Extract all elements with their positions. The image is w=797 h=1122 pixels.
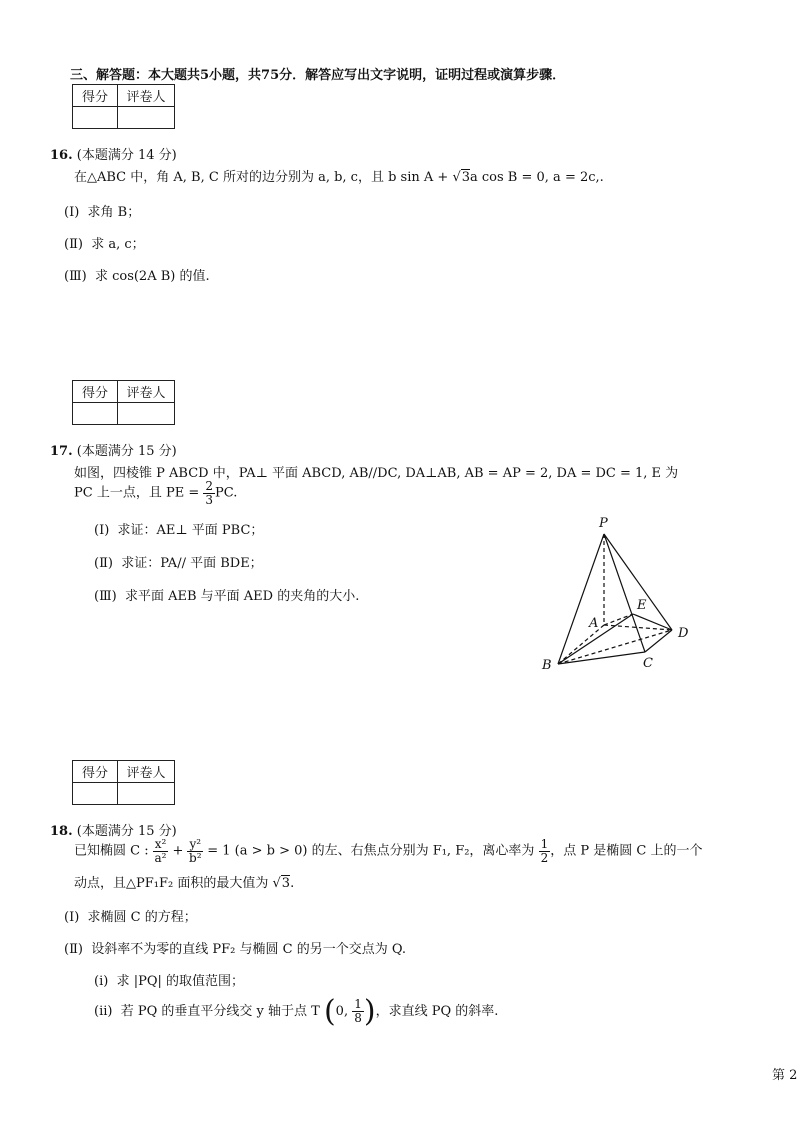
part-label: (Ⅱ) xyxy=(94,556,113,571)
fraction-x xyxy=(153,838,169,864)
part-text: 求 cos(2A B) 的值. xyxy=(94,269,210,284)
q18-stem-a: 已知椭圆 C : xyxy=(74,843,153,859)
q17-number: 17. xyxy=(50,444,73,459)
q18-stem-c: ，点 P 是椭圆 C 上的一个 xyxy=(550,843,703,859)
q18-subpart-1 xyxy=(94,970,244,989)
score-table xyxy=(72,760,175,805)
part-text: 求平面 AEB 与平面 AED 的夹角的大小. xyxy=(124,589,360,604)
q18-number: 18. xyxy=(50,824,73,839)
edge-BC xyxy=(558,652,645,664)
grader-cell xyxy=(118,403,175,425)
part-label: (Ⅱ) xyxy=(64,942,83,957)
part-label: (Ⅰ) xyxy=(94,523,110,538)
part-text: 设斜率不为零的直线 PF₂ 与椭圆 C 的另一个交点为 Q. xyxy=(91,942,406,957)
subpart-text-post: ，求直线 PQ 的斜率. xyxy=(375,1004,499,1019)
label-B: B xyxy=(542,658,552,673)
q18-part-1 xyxy=(64,906,197,925)
score-table xyxy=(72,380,175,425)
edge-BD xyxy=(558,630,672,664)
subpart-text: 求 |PQ| 的取值范围； xyxy=(116,974,245,989)
fraction-e xyxy=(539,838,551,864)
label-C: C xyxy=(643,656,653,671)
frac-num: y² xyxy=(189,837,202,851)
q17-stem-post: PC. xyxy=(215,485,238,501)
score-label: 得分 xyxy=(73,85,118,107)
label-A: A xyxy=(589,616,599,631)
q16-number: 16. xyxy=(50,148,73,163)
q18-line2-pre: 动点，且△PF₁F₂ 面积的最大值为 xyxy=(74,876,273,891)
q17-stem-line2 xyxy=(74,480,237,506)
q16-part-1 xyxy=(64,201,140,220)
score-table xyxy=(72,84,175,129)
part-text: 求证：AE⊥ 平面 PBC； xyxy=(117,523,264,538)
grader-label: 评卷人 xyxy=(118,381,175,403)
page-number: 第 2 xyxy=(772,1068,797,1083)
score-label: 得分 xyxy=(73,761,118,783)
q16-stem-post: a cos B = 0, a = 2c,. xyxy=(470,170,604,185)
q17-points: (本题满分 15 分) xyxy=(76,444,177,459)
q18-points: (本题满分 15 分) xyxy=(76,824,177,839)
label-E: E xyxy=(637,598,647,613)
q16-stem: 在△ABC 中，角 A, B, C 所对的边分别为 a, b, c，且 b sin A + √3a cos B = 0, a = 2c,. xyxy=(74,170,604,185)
subpart-text-pre: 若 PQ 的垂直平分线交 y 轴于点 T xyxy=(120,1004,324,1019)
part-label: (Ⅰ) xyxy=(64,205,80,220)
q16-points: (本题满分 14 分) xyxy=(76,148,177,163)
subpart-label: (ⅱ) xyxy=(94,1004,113,1019)
q17-heading xyxy=(50,440,177,459)
fraction-t xyxy=(352,998,364,1024)
section-header: 三、解答题：本大题共5小题，共75分．解答应写出文字说明，证明过程或演算步骤． xyxy=(70,68,566,83)
q17-part-3 xyxy=(94,585,359,604)
label-P: P xyxy=(599,516,608,531)
frac-den: a² xyxy=(154,850,167,865)
frac-den: 2 xyxy=(540,850,549,865)
score-cell xyxy=(73,107,118,129)
part-label: (Ⅰ) xyxy=(64,910,80,925)
q18-stem-line2: 动点，且△PF₁F₂ 面积的最大值为 √3. xyxy=(74,876,295,891)
frac-den: 3 xyxy=(205,492,213,507)
edge-PC xyxy=(604,534,645,652)
q17-stem-pre: PC 上一点，且 PE = xyxy=(74,485,204,501)
part-label: (Ⅲ) xyxy=(94,589,117,604)
score-label: 得分 xyxy=(73,381,118,403)
grader-label: 评卷人 xyxy=(118,85,175,107)
edge-CD xyxy=(645,630,672,652)
q17-part-1 xyxy=(94,519,263,538)
q16-stem-pre: 在△ABC 中，角 A, B, C 所对的边分别为 a, b, c，且 b sin A + xyxy=(74,170,453,185)
grader-label: 评卷人 xyxy=(118,761,175,783)
q18-subpart-2: (ⅱ) 若 PQ 的垂直平分线交 y 轴于点 T (0, $\frac{1}{8}$ )，求直线 PQ 的斜率. xyxy=(94,994,499,1029)
frac-num: 1 xyxy=(354,997,362,1012)
score-cell xyxy=(73,403,118,425)
frac-num: 2 xyxy=(205,479,213,493)
q17-stem-line1: 如图，四棱锥 P ABCD 中，PA⊥ 平面 ABCD, AB//DC, DA⊥AB, AB = AP = 2, DA = DC = 1, E 为 xyxy=(74,466,679,481)
part-text: 求证：PA// 平面 BDE； xyxy=(121,556,263,571)
frac-num: 1 xyxy=(540,837,549,851)
score-cell xyxy=(73,783,118,805)
q18-stem-line1: 已知椭圆 C : $\frac{\text{x²}}{\text{a²}}$ + $\frac{\text{y²}}{\text{b²}}$ = 1 (a > b > 0) 的左、右焦点分别为 F₁, F₂，离心率为 $\frac{1}{2}$ ，点 P 是椭圆 C 上的一个 xyxy=(74,837,703,865)
label-D: D xyxy=(678,626,689,641)
pyramid-figure xyxy=(530,510,710,675)
part-text: 求 a, c； xyxy=(91,237,145,252)
frac-den: 8 xyxy=(354,1011,362,1025)
grader-cell xyxy=(118,783,175,805)
part-text: 求椭圆 C 的方程； xyxy=(87,910,197,925)
frac-den: b² xyxy=(189,850,202,865)
q17-part-2 xyxy=(94,552,263,571)
q18-stem-b: = 1 (a > b > 0) 的左、右焦点分别为 F₁, F₂，离心率为 xyxy=(203,843,539,859)
q18-part-2 xyxy=(64,938,406,957)
q16-heading xyxy=(50,144,177,163)
fraction-y xyxy=(187,838,203,864)
part-label: (Ⅱ) xyxy=(64,237,83,252)
grader-cell xyxy=(118,107,175,129)
q16-part-3 xyxy=(64,265,210,284)
subpart-label: (ⅰ) xyxy=(94,974,109,989)
q18-sqrt: 3 xyxy=(281,876,291,891)
part-text: 求角 B； xyxy=(87,205,141,220)
fraction xyxy=(203,480,215,506)
q16-part-2 xyxy=(64,233,145,252)
part-label: (Ⅲ) xyxy=(64,269,87,284)
q18-line2-post: . xyxy=(290,876,295,891)
q16-sqrt: 3 xyxy=(461,170,471,185)
frac-num: x² xyxy=(154,837,167,851)
